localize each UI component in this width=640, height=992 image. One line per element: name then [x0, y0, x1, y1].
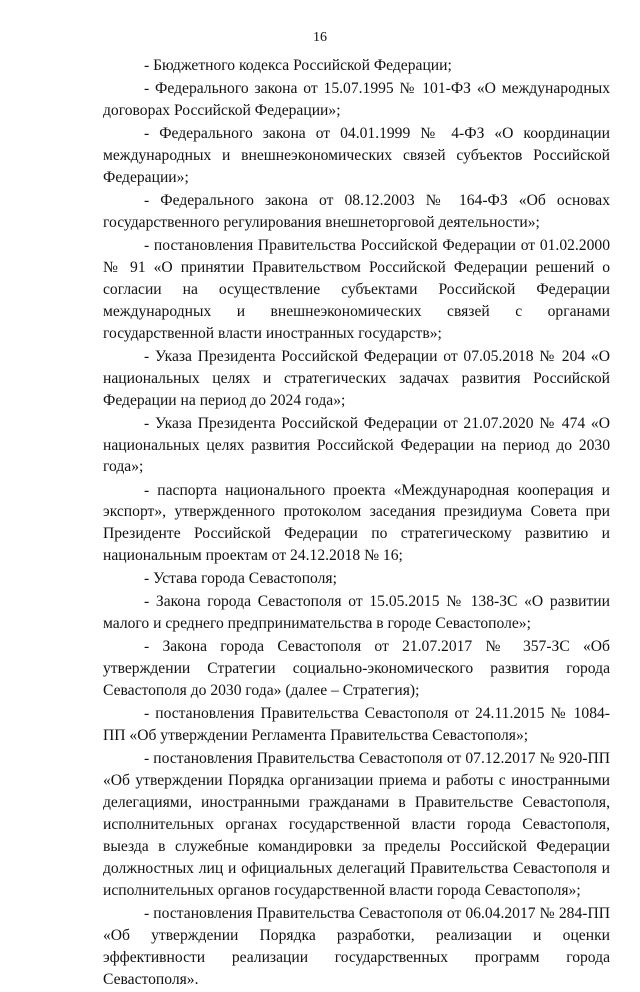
legal-basis-list [103, 55, 610, 992]
list-item: - Бюджетного кодекса Российской Федерации; [144, 57, 452, 74]
list-item: - Федерального закона от 08.12.2003 № 164-ФЗ «Об основах государственного регулирования внешнеторговой деятельности»; [103, 192, 610, 231]
list-item: - постановления Правительства Севастополя от 06.04.2017 № 284-ПП «Об утверждении Порядка разработки, реализации и оценки эффективности реализации государственных программ города Севастополя». [103, 904, 610, 988]
list-item: - паспорта национального проекта «Международная кооперация и экспорт», утвержденного протоколом заседания президиума Совета при Президенте Российской Федерации по стратегическому развитию и национальным проектам от 24.12.2018 № 16; [103, 481, 610, 565]
list-item: - Федерального закона от 04.01.1999 № 4-ФЗ «О координации международных и внешнеэкономических связей субъектов Российской Федерации»; [103, 125, 610, 186]
list-item: - постановления Правительства Севастополя от 07.12.2017 № 920-ПП «Об утверждении Порядка организации приема и работы с иностранными делегациями, иностранными гражданами в Правительстве Севастополя, исполнительных органах государственной власти города Севастополя, выезда в служебные командировки за пределы Российской Федерации должностных лиц и официальных делегаций Правительства Севастополя и исполнительных органов государственной власти города Севастополя»; [103, 750, 610, 899]
list-item: - Федерального закона от 15.07.1995 № 101-ФЗ «О международных договорах Российской Федерации»; [103, 80, 610, 119]
list-item: - Закона города Севастополя от 21.07.2017 № 357-ЗС «Об утверждении Стратегии социально-экономического развития города Севастополя до 2030 года» (далее – Стратегия); [103, 638, 610, 700]
list-item: - Закона города Севастополя от 15.05.2015 № 138-ЗС «О развитии малого и среднего предпринимательства в городе Севастополе»; [103, 593, 610, 633]
page-number: 16 [313, 30, 327, 45]
list-item: - Указа Президента Российской Федерации от 21.07.2020 № 474 «О национальных целях развития Российской Федерации на период до 2030 года»; [103, 414, 610, 476]
list-item: - постановления Правительства Севастополя от 24.11.2015 № 1084-ПП «Об утверждении Регламента Правительства Севастополя»; [103, 705, 610, 745]
list-item: - постановления Правительства Российской Федерации от 01.02.2000 № 91 «О принятии Правительством Российской Федерации решений о согласии на осуществление субъектами Российской Федерации международных и внешнеэкономических связей с органами государственной власти иностранных государств»; [103, 237, 610, 342]
list-item: - Указа Президента Российской Федерации от 07.05.2018 № 204 «О национальных целях и стратегических задачах развития Российской Федерации на период до 2024 года»; [103, 347, 610, 409]
list-item: - Устава города Севастополя; [144, 570, 337, 588]
